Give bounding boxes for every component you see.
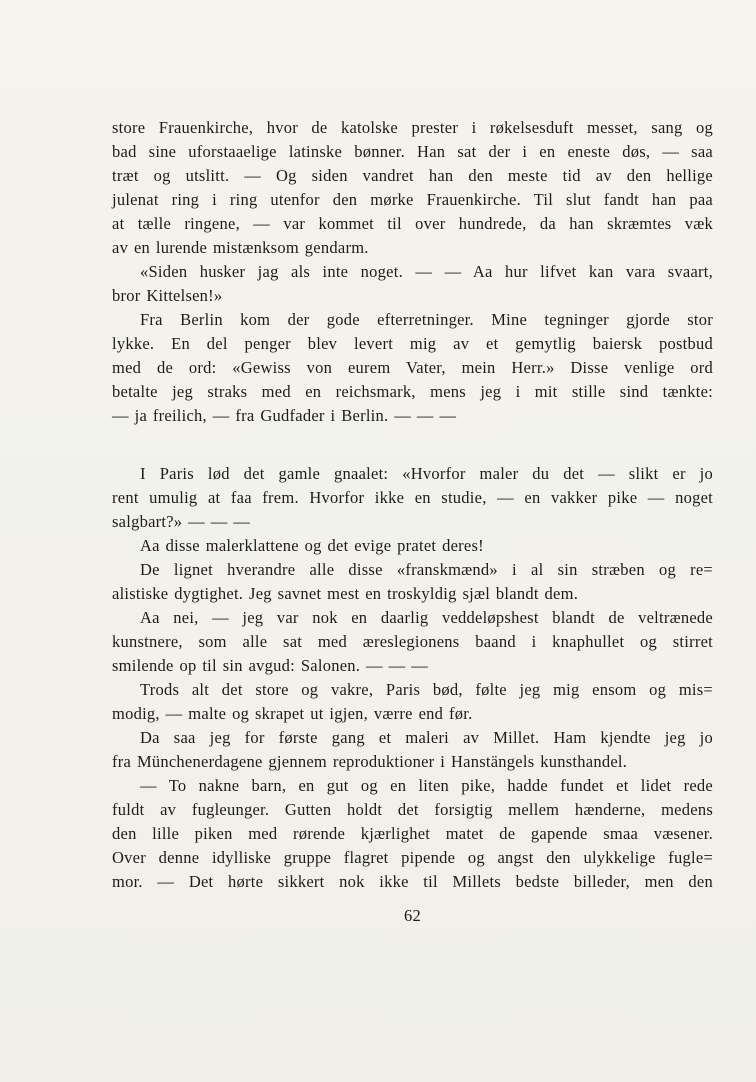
text-line: I Paris lød det gamle gnaalet: «Hvorfor maler du det — slikt er jo [140, 464, 713, 483]
text-line: De lignet hverandre alle disse «franskmænd» i al sin stræben og re= [140, 560, 713, 579]
text-line: Da saa jeg for første gang et maleri av Millet. Ham kjendte jeg jo [140, 728, 713, 747]
text-line: alistiske dygtighet. Jeg savnet mest en troskyldig sjæl blandt dem. [112, 584, 579, 603]
paragraph-9 [112, 726, 713, 774]
text-line: Fra Berlin kom der gode efterretninger. Mine tegninger gjorde stor [140, 310, 713, 329]
text-line: store Frauenkirche, hvor de katolske prester i røkelsesduft messet, sang og [112, 118, 713, 137]
text-line: kunstnere, som alle sat med æreslegionens baand i knaphullet og stirret [112, 632, 713, 651]
paragraph-6 [112, 558, 713, 606]
text-line: betalte jeg straks med en reichsmark, mens jeg i mit stille sind tænkte: [112, 382, 713, 401]
page-number: 62 [404, 906, 421, 925]
text-line: bad sine uforstaaelige latinske bønner. Han sat der i en eneste døs, — saa [112, 142, 713, 161]
text-line: at tælle ringene, — var kommet til over hundrede, da han skræmtes væk [112, 214, 713, 233]
paragraph-5 [112, 534, 713, 558]
paragraph-8 [112, 678, 713, 726]
text-line: Aa nei, — jeg var nok en daarlig veddeløpshest blandt de veltrænede [140, 608, 713, 627]
text-line: — ja freilich, — fra Gudfader i Berlin. — — — [112, 406, 457, 425]
paragraph-7 [112, 606, 713, 678]
text-line: modig, — malte og skrapet ut igjen, værre end før. [112, 704, 473, 723]
text-line: Aa disse malerklattene og det evige pratet deres! [140, 536, 484, 555]
text-line: bror Kittelsen!» [112, 286, 223, 305]
paragraph-10 [112, 774, 713, 894]
paragraph-2 [112, 260, 713, 308]
text-line: Trods alt det store og vakre, Paris bød, følte jeg mig ensom og mis= [140, 680, 713, 699]
paragraph-4 [112, 462, 713, 534]
text-line: julenat ring i ring utenfor den mørke Frauenkirche. Til slut fandt han paa [112, 190, 713, 209]
text-line: «Siden husker jag als inte noget. — — Aa hur lifvet kan vara svaart, [140, 262, 713, 281]
text-line: fuldt av fugleunger. Gutten holdt det forsigtig mellem hænderne, medens [112, 800, 713, 819]
paragraph-1 [112, 116, 713, 260]
text-line: træt og utslitt. — Og siden vandret han den meste tid av den hellige [112, 166, 713, 185]
text-line: rent umulig at faa frem. Hvorfor ikke en studie, — en vakker pike — noget [112, 488, 713, 507]
paragraph-3 [112, 308, 713, 428]
text-line: salgbart?» — — — [112, 512, 251, 531]
text-line: lykke. En del penger blev levert mig av et gemytlig baiersk postbud [112, 334, 713, 353]
text-line: den lille piken med rørende kjærlighet matet de gapende smaa væsener. [112, 824, 713, 843]
text-line: — To nakne barn, en gut og en liten pike, hadde fundet et lidet rede [140, 776, 713, 795]
text-line: med de ord: «Gewiss von eurem Vater, mein Herr.» Disse venlige ord [112, 358, 713, 377]
text-line: av en lurende mistænksom gendarm. [112, 238, 369, 257]
text-line: mor. — Det hørte sikkert nok ikke til Millets bedste billeder, men den [112, 872, 713, 891]
text-line: Over denne idylliske gruppe flagret pipende og angst den ulykkelige fugle= [112, 848, 713, 867]
text-line: fra Münchenerdagene gjennem reproduktioner i Hanstängels kunsthandel. [112, 752, 628, 771]
text-block [112, 116, 713, 928]
text-line: smilende op til sin avgud: Salonen. — — — [112, 656, 429, 675]
